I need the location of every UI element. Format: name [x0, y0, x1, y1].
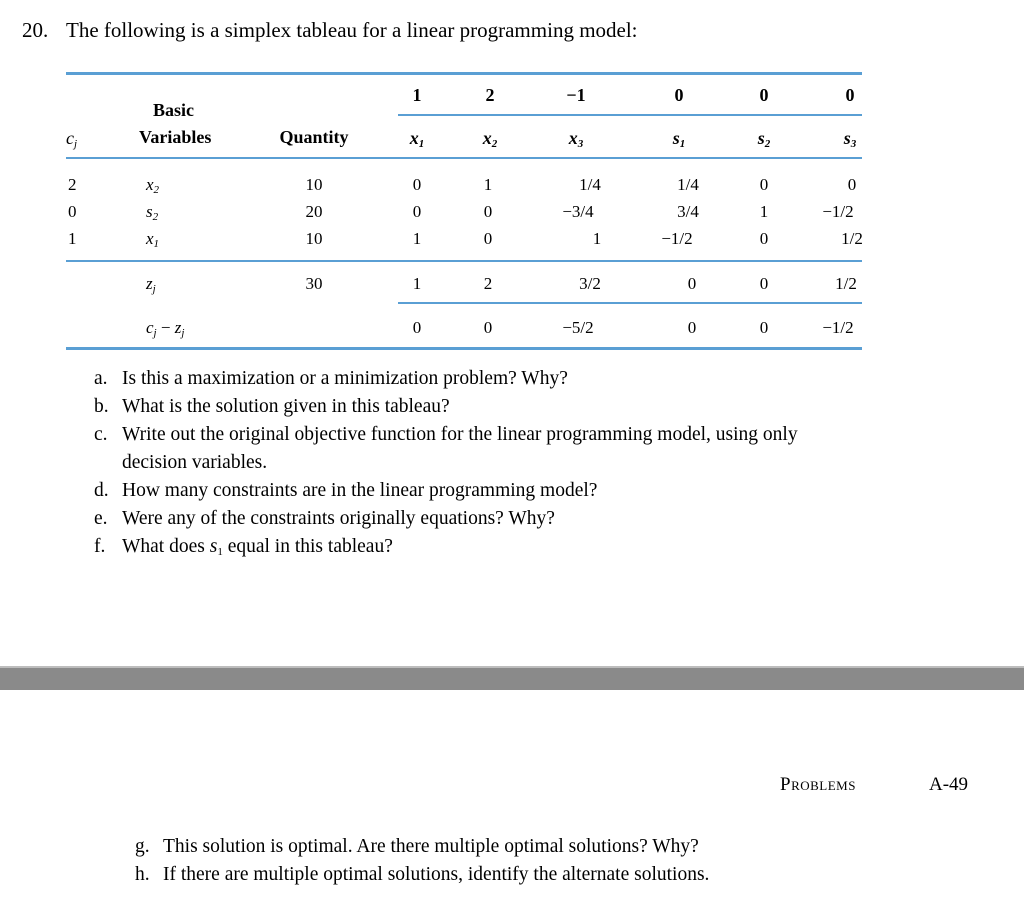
cj-minus-zj-value: −5/2	[562, 318, 594, 337]
cj-top-s2: 0	[759, 85, 769, 105]
question-text: The following is a simplex tableau for a linear programming model:	[66, 18, 638, 42]
row-quantity: 10	[305, 229, 323, 248]
row-value: 1	[592, 229, 602, 248]
cj-top-x2: 2	[485, 85, 495, 105]
question-title	[22, 18, 638, 43]
row-cj: 2	[68, 175, 77, 194]
row-value: 0	[759, 175, 769, 194]
row-value: 0	[483, 202, 493, 221]
row-basic: $x_1$	[146, 229, 160, 250]
row-value: 0	[412, 202, 422, 221]
zj-value: 1/2	[835, 274, 857, 293]
header-var-x3: $x_3$	[568, 128, 584, 150]
list-item-continuation: decision variables.	[122, 452, 268, 473]
header-variables: Variables	[139, 127, 212, 147]
row-value: −1/2	[661, 229, 693, 248]
row-value: 0	[847, 175, 857, 194]
row-value: 1/4	[677, 175, 699, 194]
row-value: 1/4	[579, 175, 601, 194]
cj-top-rule	[398, 114, 862, 116]
header-basic: Basic	[153, 100, 195, 120]
page-break-divider	[0, 668, 1024, 690]
list-item: a. Is this a maximization or a minimization problem? Why?	[94, 368, 568, 389]
row-cj: 0	[68, 202, 77, 221]
cj-minus-zj-value: 0	[687, 318, 697, 337]
header-var-s1: $s_1$	[672, 128, 686, 150]
cj-minus-zj-value: 0	[412, 318, 422, 337]
zj-value: 3/2	[579, 274, 601, 293]
cj-top-x3: −1	[566, 85, 586, 105]
header-var-x2: $x_2$	[482, 128, 498, 150]
row-value: −3/4	[562, 202, 594, 221]
header-var-x1: $x_1$	[409, 128, 425, 150]
row-value: 0	[412, 175, 422, 194]
header-var-s2: $s_2$	[757, 128, 771, 150]
row-basic: $s_2$	[146, 202, 159, 223]
row-value: 1	[759, 202, 769, 221]
header-quantity: Quantity	[279, 127, 349, 147]
question-number: 20.	[22, 18, 49, 42]
cj-minus-zj-value: 0	[483, 318, 493, 337]
zj-value: 1	[412, 274, 422, 293]
list-item: g. This solution is optimal. Are there multiple optimal solutions? Why?	[135, 836, 699, 857]
table-bottom-rule	[66, 347, 862, 350]
table-top-rule	[66, 72, 862, 75]
row-quantity: 10	[305, 175, 323, 194]
row-value: 1	[483, 175, 493, 194]
list-item: h. If there are multiple optimal solutions, identify the alternate solutions.	[135, 864, 710, 885]
zj-quantity: 30	[305, 274, 323, 293]
cj-top-s3: 0	[845, 85, 855, 105]
zj-label: $z_j$	[146, 274, 156, 295]
zj-value: 2	[483, 274, 493, 293]
row-cj: 1	[68, 229, 77, 248]
cj-top-x1: 1	[412, 85, 422, 105]
list-item: b. What is the solution given in this tableau?	[94, 396, 450, 417]
row-value: 1	[412, 229, 422, 248]
row-value: −1/2	[822, 202, 854, 221]
header-cj: $c_j$	[66, 128, 78, 150]
row-quantity: 20	[305, 202, 323, 221]
row-basic: $x_2$	[146, 175, 160, 196]
cj-top-s1: 0	[674, 85, 684, 105]
zj-value: 0	[759, 274, 769, 293]
zj-rule	[398, 302, 862, 304]
row-value: 0	[759, 229, 769, 248]
row-value: 0	[483, 229, 493, 248]
list-item: e. Were any of the constraints originally equations? Why?	[94, 508, 555, 529]
list-item: c. Write out the original objective function for the linear programming model, using only	[94, 424, 798, 445]
cj-minus-zj-value: 0	[759, 318, 769, 337]
section-header: Problems	[780, 774, 856, 795]
row-value: 1/2	[841, 229, 863, 248]
list-item: d. How many constraints are in the linear programming model?	[94, 480, 598, 501]
zj-value: 0	[687, 274, 697, 293]
header-rule	[66, 157, 862, 159]
cj-minus-zj-label: $c_j - z_j$	[146, 318, 185, 339]
list-item: f. What does $s_1$ equal in this tableau?	[94, 536, 393, 558]
body-rule	[66, 260, 862, 262]
cj-minus-zj-value: −1/2	[822, 318, 854, 337]
header-var-s3: $s_3$	[843, 128, 857, 150]
row-value: 3/4	[677, 202, 699, 221]
page-number: A-49	[929, 774, 969, 795]
